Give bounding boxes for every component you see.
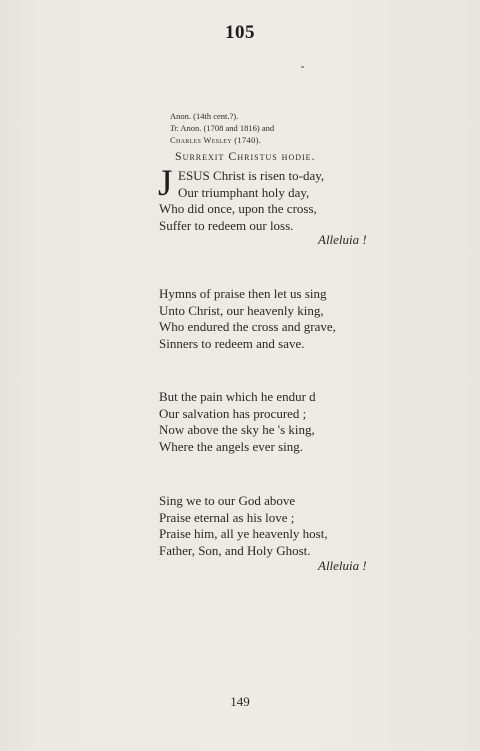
stanza-1 xyxy=(158,163,389,234)
stanza-line: Sing we to our God above xyxy=(159,493,296,508)
stanza-line: Unto Christ, our heavenly king, xyxy=(159,302,324,318)
stanza-line: Who did once, upon the cross, xyxy=(159,201,317,216)
drop-cap: J xyxy=(158,163,173,204)
refrain-alleluia: Alleluia ! xyxy=(318,558,367,573)
stanza-line: Praise him, all ye heavenly host, xyxy=(159,526,328,541)
refrain-alleluia: Alleluia ! xyxy=(318,232,367,247)
stanza-line: Suffer to redeem our loss. xyxy=(159,217,294,233)
hymn-title: Surrexit Christus hodie. xyxy=(175,149,316,163)
stanza-2 xyxy=(159,286,389,352)
stanza-line: ESUS Christ is risen to-day, xyxy=(178,168,325,183)
attribution-line-3: Charles Wesley (1740). xyxy=(170,135,262,145)
attribution-line-2 xyxy=(170,122,274,134)
translator-text: Anon. (1708 and 1816) and xyxy=(178,123,275,133)
attribution-line-1: Anon. (14th cent.?). xyxy=(170,111,239,121)
stanza-line: Now above the sky he 's king, xyxy=(159,422,315,437)
page-number: 149 xyxy=(230,694,250,709)
translator-abbrev: Tr. xyxy=(170,123,179,133)
stanza-line: Praise eternal as his love ; xyxy=(159,509,295,525)
attribution xyxy=(170,110,274,146)
stanza-line: Father, Son, and Holy Ghost. xyxy=(159,542,311,558)
stanza-line: Our triumphant holy day, xyxy=(178,184,310,200)
stanza-line: Hymns of praise then let us sing xyxy=(159,286,327,301)
stanza-4 xyxy=(159,493,389,559)
paper-speck xyxy=(301,66,304,68)
stanza-line: Our salvation has procured ; xyxy=(159,405,307,421)
stanza-line: Where the angels ever sing. xyxy=(159,438,304,454)
stanza-3 xyxy=(159,389,389,455)
stanza-line: Who endured the cross and grave, xyxy=(159,319,336,334)
stanza-line: Sinners to redeem and save. xyxy=(159,335,305,351)
stanza-line: But the pain which he endur d xyxy=(159,389,316,404)
hymn-number: 105 xyxy=(225,22,255,43)
